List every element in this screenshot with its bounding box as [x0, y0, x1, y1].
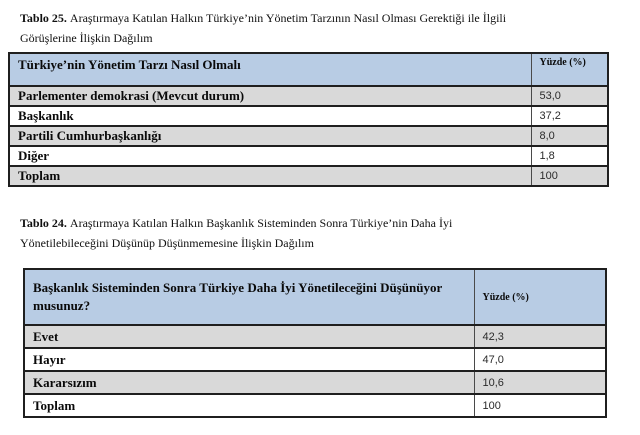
row-value-cell: 53,0 [531, 86, 608, 106]
row-label-cell: Parlementer demokrasi (Mevcut durum) [9, 86, 531, 106]
row-label-cell: Diğer [9, 146, 531, 166]
table-row [9, 86, 608, 106]
table-row [9, 126, 608, 146]
table-row [9, 146, 608, 166]
table-row [9, 166, 608, 186]
row-value-cell: 42,3 [474, 325, 606, 348]
row-value-cell: 10,6 [474, 371, 606, 394]
row-value-cell: 100 [531, 166, 608, 186]
table-25-header-percent: Yüzde (%) [531, 53, 608, 86]
table-row [24, 325, 606, 348]
table-24-caption-number: Tablo 24. [20, 216, 67, 230]
table-25-caption-number: Tablo 25. [20, 11, 67, 25]
table-25-caption-line2: Görüşlerine İlişkin Dağılım [20, 31, 153, 45]
table-24-caption [20, 213, 452, 253]
row-label-cell: Toplam [9, 166, 531, 186]
table-25-caption-line1: Araştırmaya Katılan Halkın Türkiye’nin Yönetim Tarzının Nasıl Olması Gerektiği ile İlgili [69, 11, 507, 25]
table-row [9, 106, 608, 126]
table-24-header-question: Başkanlık Sisteminden Sonra Türkiye Daha İyi Yönetileceğini Düşünüyor musunuz? [24, 269, 474, 325]
row-label-cell: Hayır [24, 348, 474, 371]
row-value-cell: 1,8 [531, 146, 608, 166]
table-row [24, 371, 606, 394]
row-value-cell: 100 [474, 394, 606, 417]
table-24-header-percent: Yüzde (%) [474, 269, 606, 325]
row-label-cell: Toplam [24, 394, 474, 417]
row-value-cell: 47,0 [474, 348, 606, 371]
table-24-caption-line2: Yönetilebileceğini Düşünüp Düşünmemesine İlişkin Dağılım [20, 236, 314, 250]
table-25 [8, 52, 609, 187]
row-label-cell: Başkanlık [9, 106, 531, 126]
table-row [24, 394, 606, 417]
table-25-header-question: Türkiye’nin Yönetim Tarzı Nasıl Olmalı [9, 53, 531, 86]
row-label-cell: Kararsızım [24, 371, 474, 394]
row-label-cell: Partili Cumhurbaşkanlığı [9, 126, 531, 146]
row-value-cell: 8,0 [531, 126, 608, 146]
table-25-caption [20, 8, 506, 48]
table-24 [23, 268, 607, 418]
table-24-header-row [24, 269, 606, 325]
table-24-caption-line1: Araştırmaya Katılan Halkın Başkanlık Sisteminden Sonra Türkiye’nin Daha İyi [69, 216, 453, 230]
table-row [24, 348, 606, 371]
row-label-cell: Evet [24, 325, 474, 348]
row-value-cell: 37,2 [531, 106, 608, 126]
table-25-header-row [9, 53, 608, 86]
